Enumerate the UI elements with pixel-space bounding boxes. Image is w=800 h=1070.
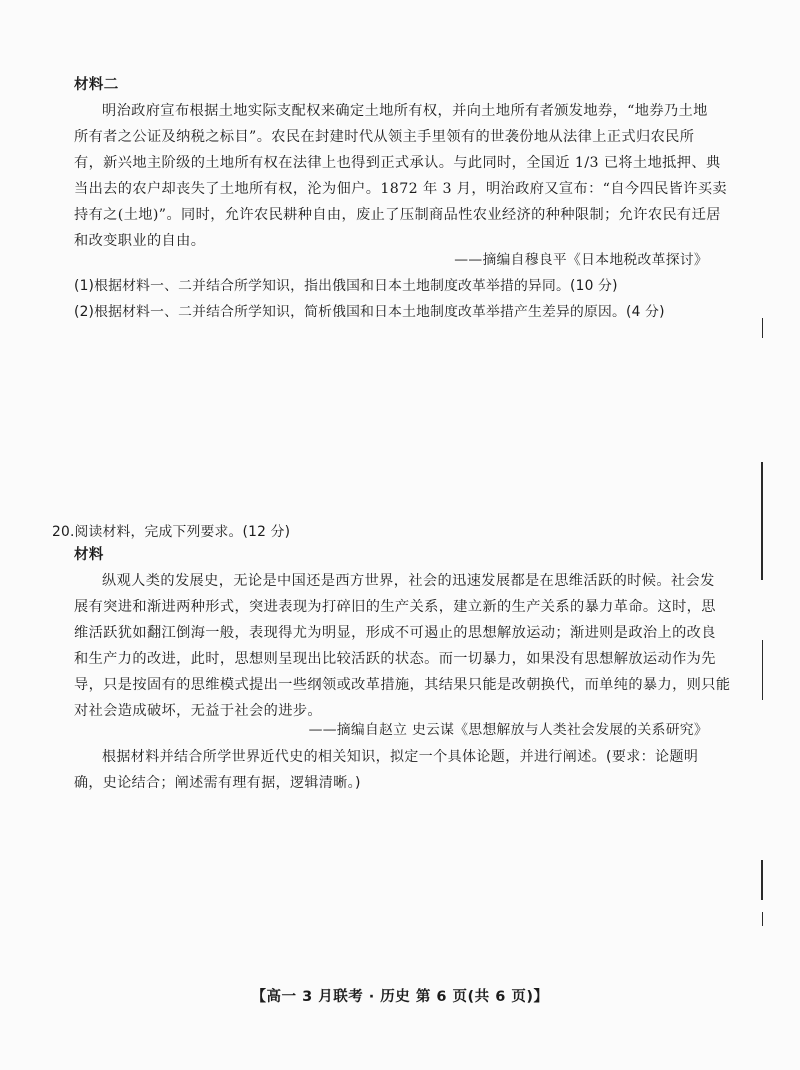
q20-material-line: 展有突进和渐进两种形式，突进表现为打碎旧的生产关系，建立新的生产关系的暴力革命。这时，思 <box>74 599 716 615</box>
q20-task-line: 根据材料并结合所学世界近代史的相关知识，拟定一个具体论题，并进行阐述。(要求：论题明 <box>102 749 699 765</box>
q19-sub2: (2)根据材料一、二并结合所学知识，简析俄国和日本土地制度改革举措产生差异的原因。(4 分) <box>74 304 665 320</box>
scan-edge-mark <box>761 462 763 580</box>
q20-material-line: 纵观人类的发展史，无论是中国还是西方世界，社会的迅速发展都是在思维活跃的时候。社会发 <box>102 573 715 589</box>
material2-line: 所有者之公证及纳税之标目”。农民在封建时代从领主手里领有的世袭份地从法律上正式归农民所 <box>74 129 695 145</box>
material2-line: 和改变职业的自由。 <box>74 233 206 249</box>
q20-material-line: 维活跃犹如翻江倒海一般，表现得尤为明显，形成不可遏止的思想解放运动；渐进则是政治上的改良 <box>74 625 716 641</box>
q20-task <box>74 744 734 796</box>
q20-material-line: 和生产力的改进，此时，思想则呈现出比较活跃的状态。而一切暴力，如果没有思想解放运动作为先 <box>74 651 716 667</box>
scan-edge-mark <box>762 912 763 926</box>
q20-title: 20.阅读材料，完成下列要求。(12 分) <box>52 524 291 540</box>
material2-line: 明治政府宣布根据土地实际支配权来确定土地所有权，并向土地所有者颁发地券，“地券乃土地 <box>102 103 708 119</box>
q20-material-body <box>74 568 734 724</box>
q20-source: ——摘编自赵立 史云谋《思想解放与人类社会发展的关系研究》 <box>308 722 708 738</box>
material2-body <box>74 98 734 254</box>
scan-edge-mark <box>761 860 763 900</box>
page-footer: 【高一 3 月联考 · 历史 第 6 页(共 6 页)】 <box>251 989 549 1005</box>
q20-material-heading: 材料 <box>74 547 104 563</box>
material2-heading: 材料二 <box>74 77 119 93</box>
material2-line: 有，新兴地主阶级的土地所有权在法律上也得到正式承认。与此同时，全国近 1/3 已将土地抵押、典 <box>74 155 721 171</box>
scan-edge-mark <box>762 318 763 338</box>
q20-task-line: 确，史论结合；阐述需有理有据，逻辑清晰。) <box>74 775 361 791</box>
material2-source: ——摘编自穆良平《日本地税改革探讨》 <box>454 252 708 268</box>
q20-material-line: 导，只是按固有的思维模式提出一些纲领或改革措施，其结果只能是改朝换代，而单纯的暴力，则只能 <box>74 677 731 693</box>
q20-material-line: 对社会造成破坏，无益于社会的进步。 <box>74 703 322 719</box>
scan-edge-mark <box>762 640 763 700</box>
q19-sub1: (1)根据材料一、二并结合所学知识，指出俄国和日本土地制度改革举措的异同。(10 分) <box>74 278 618 294</box>
material2-line: 当出去的农户却丧失了土地所有权，沦为佃户。1872 年 3 月，明治政府又宣布：“自今四民皆许买卖 <box>74 181 728 197</box>
material2-line: 持有之(土地)”。同时，允许农民耕种自由，废止了压制商品性农业经济的种种限制；允许农民有迁居 <box>74 207 721 223</box>
